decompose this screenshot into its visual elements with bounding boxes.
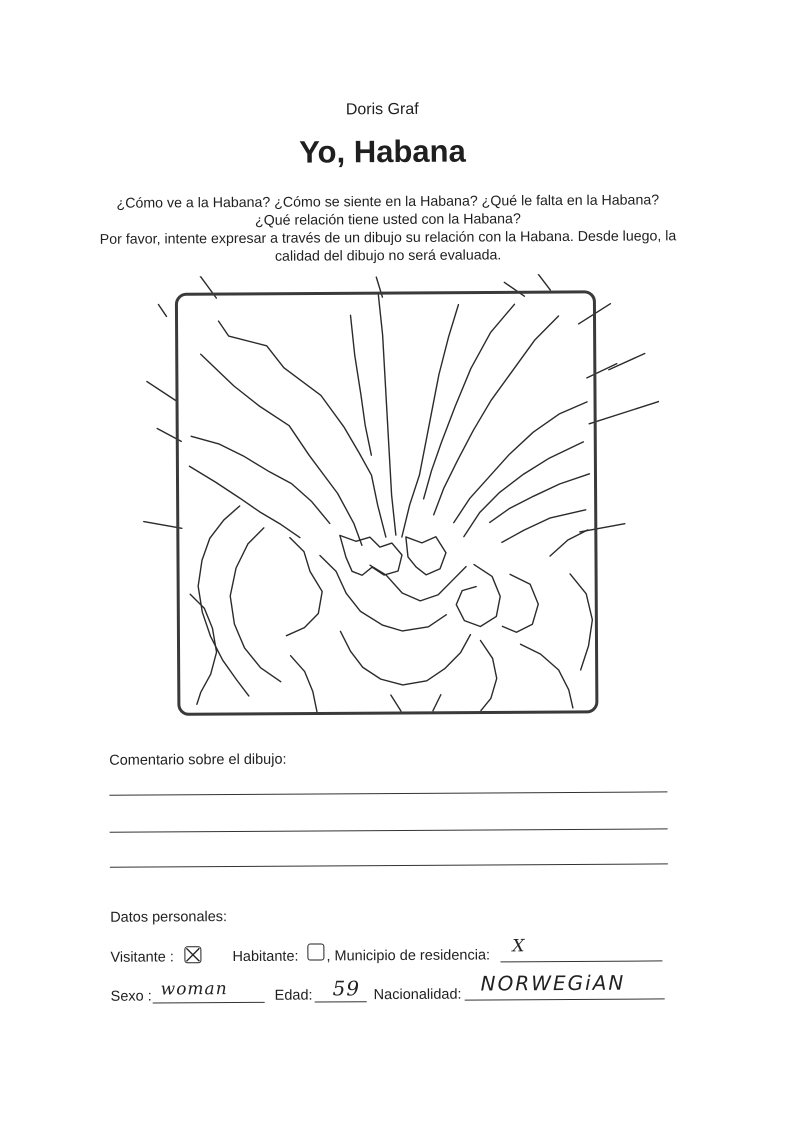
age-label: Edad: bbox=[274, 987, 313, 1004]
sex-line bbox=[153, 1002, 265, 1004]
visitor-label: Visitante : bbox=[110, 949, 174, 966]
author-name: Doris Graf bbox=[345, 100, 419, 119]
comment-line-2 bbox=[110, 828, 668, 832]
comment-label: Comentario sobre el dibujo: bbox=[109, 751, 287, 769]
municipality-line bbox=[500, 960, 662, 962]
municipality-label: , Municipio de residencia: bbox=[326, 947, 491, 965]
page-title: Yo, Habana bbox=[299, 133, 466, 170]
sex-value[interactable]: woman bbox=[160, 979, 228, 1000]
municipality-value[interactable]: X bbox=[512, 936, 526, 957]
resident-checkbox[interactable] bbox=[307, 943, 324, 960]
resident-label: Habitante: bbox=[232, 948, 299, 966]
sex-label: Sexo : bbox=[110, 988, 152, 1005]
intro-instruction: Por favor, intente expresar a través de un dibujo su relación con la Habana. Desde luego, la calidad del dibujo no será evaluada. bbox=[99, 228, 677, 265]
intro-text bbox=[98, 191, 678, 267]
nationality-label: Nacionalidad: bbox=[373, 986, 462, 1004]
age-value[interactable]: 59 bbox=[332, 976, 361, 1001]
nationality-value[interactable]: NORWEGiAN bbox=[480, 970, 626, 996]
comment-line-3 bbox=[110, 863, 668, 867]
nationality-line bbox=[465, 998, 665, 1000]
comment-line-1 bbox=[109, 791, 667, 795]
sketch-lines bbox=[142, 273, 661, 712]
age-line bbox=[315, 1001, 367, 1002]
personal-data-heading: Datos personales: bbox=[110, 909, 228, 926]
check-mark-icon bbox=[185, 947, 200, 962]
drawing-area bbox=[138, 273, 661, 726]
intro-questions: ¿Cómo ve a la Habana? ¿Cómo se siente en la Habana? ¿Qué le falta en la Habana? ¿Qué relación tiene usted con la Habana? bbox=[116, 192, 660, 229]
visitor-checkbox[interactable] bbox=[184, 946, 201, 963]
